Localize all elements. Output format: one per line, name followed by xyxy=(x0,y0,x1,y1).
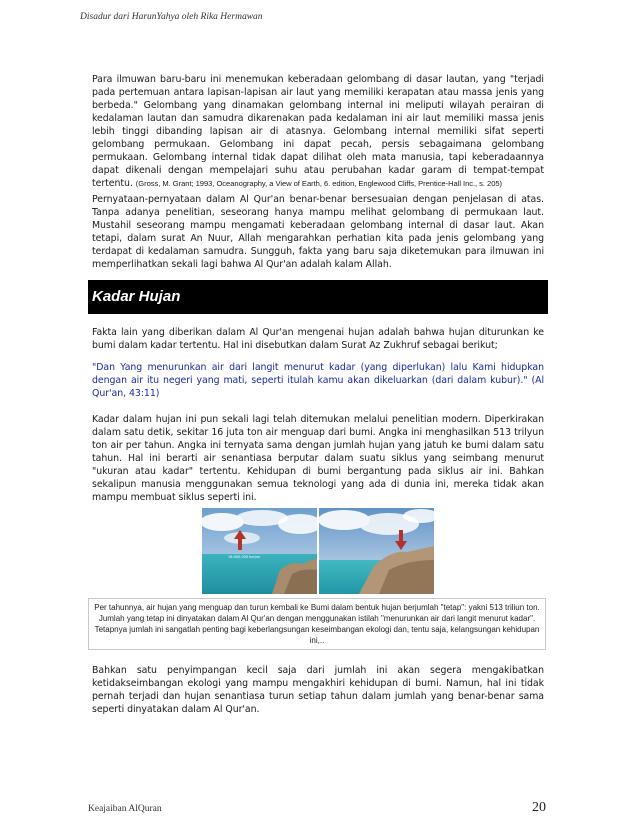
image-caption: Per tahunnya, air hujan yang menguap dan turun kembali ke Bumi dalam bentuk hujan berjumlah "tetap": yakni 513 triliun ton. Jumlah yang tetap ini dinyatakan dalam Al Qur'an dengan menggunakan istilah "menurunkan air dari langit menurut kadar". Tetapnya jumlah ini sangatlah penting bagi keberlangsungan keseimbangan ekologi dan, tentu saja, kelangsungan kehidupan ini,.. xyxy=(88,598,546,650)
paragraph-internal-waves-text: Para ilmuwan baru-baru ini menemukan keberadaan gelombang di dasar lautan, yang "terjadi pada pertemuan antara lapisan-lapisan air laut yang memiliki kerapatan atau massa jenis yang berbeda." Gelombang yang dinamakan gelombang internal ini meliputi wilayah perairan di kedalaman lautan dan samudra dikarenakan pada kedalaman ini air laut memiliki massa jenis lebih tinggi dibanding lapisan air di atasnya. Gelombang internal memiliki sifat seperti gelombang permukaan. Gelombang ini dapat pecah, persis sebagaimana gelombang permukaan. Gelombang internal tidak dapat dilihat oleh mata manusia, tapi keberadaannya dapat dikenali dengan mempelajari suhu atau perubahan kadar garam di tempat-tempat tertentu. xyxy=(92,74,544,189)
section-title: Kadar Hujan xyxy=(92,288,181,305)
quran-quote: "Dan Yang menurunkan air dari langit menurut kadar (yang diperlukan) lalu Kami hidupkan dengan air itu negeri yang mati, seperti itulah kamu akan dikeluarkan (dari dalam kubur)." (Al Qur'an, 43:11) xyxy=(92,362,544,399)
citation: (Gross, M. Grant; 1993, Oceanography, a View of Earth, 6. edition, Englewood Cliffs, Prentice-Hall Inc., s. 205) xyxy=(135,179,503,188)
paragraph-rain-intro: Fakta lain yang diberikan dalam Al Qur'an mengenai hujan adalah bahwa hujan diturunkan ke bumi dalam kadar tertentu. Hal ini disebutkan dalam Surat Az Zukhruf sebagai berikut; xyxy=(92,327,544,351)
rainfall-illustration xyxy=(319,508,434,594)
paragraph-internal-waves xyxy=(92,73,544,190)
page-number: 20 xyxy=(532,800,546,815)
paragraph-ecological-balance: Bahkan satu penyimpangan kecil saja dari jumlah ini akan segera mengakibatkan ketidakseimbangan ekologi yang mampu mengakhiri kehidupan di bumi. Namun, hal ini tidak pernah terjadi dan hujan senantiasa turun setiap tahun dalam jumlah yang benar-benar sama seperti dinyatakan dalam Al Qur'an. xyxy=(92,665,544,715)
footer-title: Keajaiban AlQuran xyxy=(88,804,162,814)
paragraph-rain-measure: Kadar dalam hujan ini pun sekali lagi telah ditemukan melalui penelitian modern. Diperkirakan dalam satu detik, sekitar 16 juta ton air menguap dari bumi. Angka ini menghasilkan 513 trilyun ton air per tahun. Angka ini ternyata sama dengan jumlah hujan yang jatuh ke bumi dalam satu tahun. Hal ini berarti air senantiasa berputar dalam suatu siklus yang seimbang menurut "ukuran atau kadar" tertentu. Kehidupan di bumi bergantung pada siklus air ini. Bahkan sekalipun manusia menggunakan semua teknologi yang ada di dunia ini, mereka tidak akan mampu membuat siklus seperti ini. xyxy=(92,414,544,503)
evaporation-illustration xyxy=(202,508,317,594)
page-header: Disadur dari HarunYahya oleh Rika Hermawan xyxy=(80,12,263,22)
section-header-bar xyxy=(88,280,548,314)
paragraph-quran-conformity: Pernyataan-pernyataan dalam Al Qur'an benar-benar bersesuaian dengan penjelasan di atas. Tanpa adanya penelitian, seseorang hanya mampu melihat gelombang di permukaan laut. Mustahil seseorang mampu mengamati keberadaan gelombang internal di dasar laut. Akan tetapi, dalam surat An Nuur, Allah mengarahkan perhatian kita pada jenis gelombang yang terdapat di kedalaman samudra. Sungguh, fakta yang baru saja diketemukan para ilmuwan ini memperlihatkan sekali lagi bahwa Al Qur'an adalah kalam Allah. xyxy=(92,194,544,270)
evaporation-rate-label: 16.000.000 ton/sn xyxy=(228,555,261,559)
